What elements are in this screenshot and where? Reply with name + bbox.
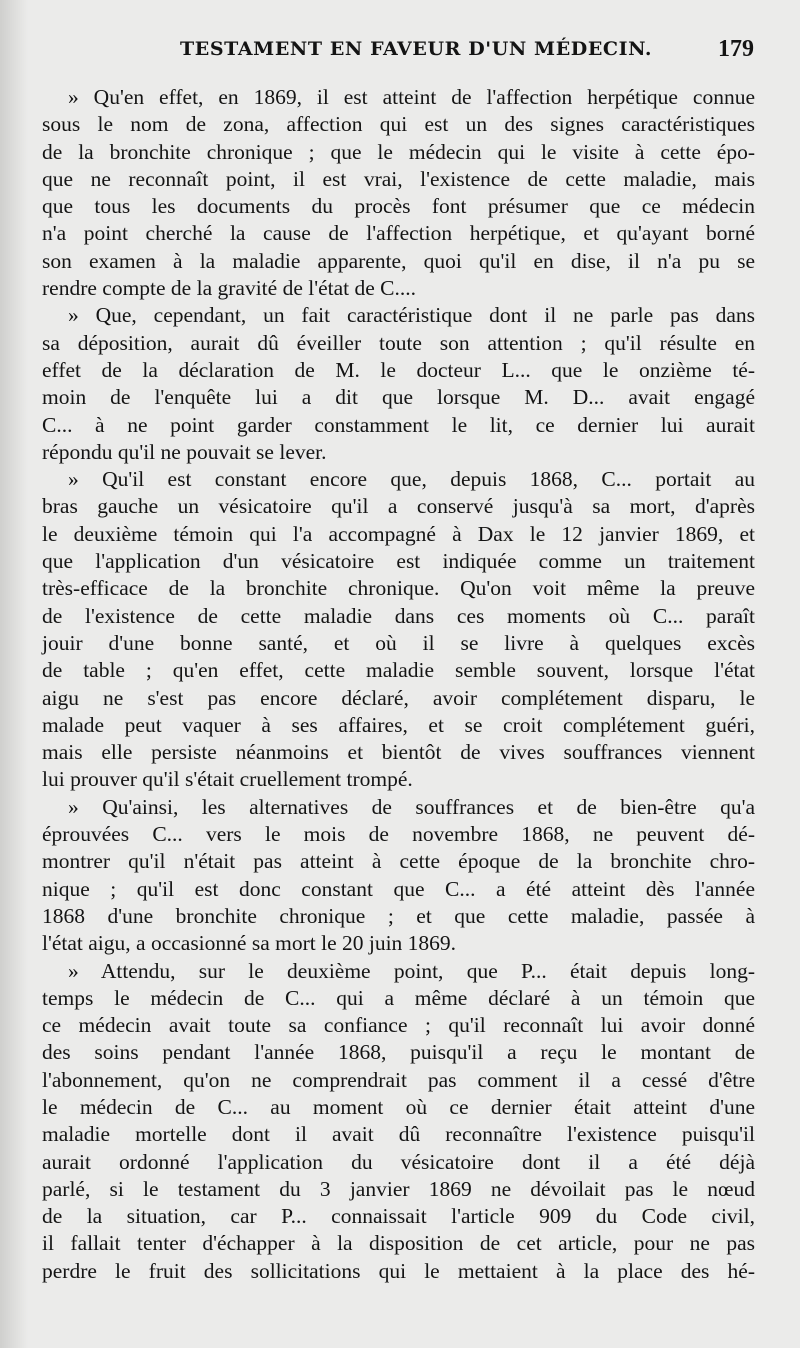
text-line: C... à ne point garder constamment le lit, ce dernier lui aurait — [42, 412, 755, 437]
page-header — [40, 38, 760, 68]
text-line: temps le médecin de C... qui a même déclaré à un témoin que — [42, 985, 755, 1010]
text-line: sous le nom de zona, affection qui est un des signes caractéristiques — [42, 112, 755, 137]
text-line: » Que, cependant, un fait caractéristique dont il ne parle pas dans — [68, 303, 755, 328]
text-line: parlé, si le testament du 3 janvier 1869 ne dévoilait pas le nœud — [42, 1176, 755, 1201]
text-line: l'état aigu, a occasionné sa mort le 20 juin 1869. — [42, 931, 457, 956]
text-line: moin de l'enquête lui a dit que lorsque M. D... avait engagé — [42, 385, 755, 410]
text-line: que tous les documents du procès font présumer que ce médecin — [42, 194, 755, 219]
text-line: très-efficace de la bronchite chronique. Qu'on voit même la preuve — [42, 576, 755, 601]
running-title: TESTAMENT EN FAVEUR D'UN MÉDECIN. — [180, 38, 653, 60]
text-line: ce médecin avait toute sa confiance ; qu'il reconnaît lui avoir donné — [42, 1013, 755, 1038]
text-line: de table ; qu'en effet, cette maladie semble souvent, lorsque l'état — [42, 658, 755, 683]
text-line: de l'existence de cette maladie dans ces moments où C... paraît — [42, 603, 755, 628]
text-line: il fallait tenter d'échapper à la disposition de cet article, pour ne pas — [42, 1231, 755, 1256]
text-line: » Qu'en effet, en 1869, il est atteint de l'affection herpétique connue — [68, 85, 755, 109]
text-line: mais elle persiste néanmoins et bientôt de vives souffrances viennent — [42, 740, 755, 765]
text-line: sa déposition, aurait dû éveiller toute son attention ; qu'il résulte en — [42, 330, 755, 355]
text-line: le deuxième témoin qui l'a accompagné à Dax le 12 janvier 1869, et — [42, 521, 755, 546]
text-line: répondu qu'il ne pouvait se lever. — [42, 439, 327, 464]
text-line: » Qu'ainsi, les alternatives de souffrances et de bien-être qu'a — [68, 794, 755, 819]
text-line: n'a point cherché la cause de l'affection herpétique, et qu'ayant borné — [42, 221, 755, 246]
page-number: 179 — [718, 36, 754, 62]
text-line: nique ; qu'il est donc constant que C... a été atteint dès l'année — [42, 876, 755, 901]
text-line: effet de la déclaration de M. le docteur L... que le onzième té- — [42, 357, 755, 382]
text-line: » Qu'il est constant encore que, depuis 1868, C... portait au — [68, 467, 755, 492]
text-line: éprouvées C... vers le mois de novembre 1868, ne peuvent dé- — [42, 822, 755, 847]
text-line: jouir d'une bonne santé, et où il se livre à quelques excès — [42, 630, 755, 655]
text-line: malade peut vaquer à ses affaires, et se croit complétement guéri, — [42, 712, 755, 737]
text-line: perdre le fruit des sollicitations qui le mettaient à la place des hé- — [42, 1258, 755, 1283]
text-line: de la situation, car P... connaissait l'article 909 du Code civil, — [42, 1204, 755, 1229]
page-gutter-shadow — [0, 0, 28, 1348]
text-line: le médecin de C... au moment où ce dernier était atteint d'une — [42, 1094, 755, 1119]
text-line: l'abonnement, qu'on ne comprendrait pas comment il a cessé d'être — [42, 1067, 755, 1092]
text-line: que l'application d'un vésicatoire est indiquée comme un traitement — [42, 549, 755, 574]
body-text — [42, 84, 755, 1285]
text-line: » Attendu, sur le deuxième point, que P... était depuis long- — [68, 958, 755, 983]
text-line: aigu ne s'est pas encore déclaré, avoir complétement disparu, le — [42, 685, 755, 710]
text-line: rendre compte de la gravité de l'état de C.... — [42, 276, 416, 301]
text-line: son examen à la maladie apparente, quoi qu'il en dise, il n'a pu se — [42, 248, 755, 273]
text-line: 1868 d'une bronchite chronique ; et que cette maladie, passée à — [42, 903, 755, 928]
text-line: montrer qu'il n'était pas atteint à cette époque de la bronchite chro- — [42, 849, 755, 874]
text-line: maladie mortelle dont il avait dû reconnaître l'existence puisqu'il — [42, 1122, 755, 1147]
text-line: de la bronchite chronique ; que le médecin qui le visite à cette épo- — [42, 139, 755, 164]
text-line: aurait ordonné l'application du vésicatoire dont il a été déjà — [42, 1149, 755, 1174]
text-line: bras gauche un vésicatoire qu'il a conservé jusqu'à sa mort, d'après — [42, 494, 755, 519]
text-line: que ne reconnaît point, il est vrai, l'existence de cette maladie, mais — [42, 166, 755, 191]
text-line: des soins pendant l'année 1868, puisqu'il a reçu le montant de — [42, 1040, 755, 1065]
text-line: lui prouver qu'il s'était cruellement trompé. — [42, 767, 413, 792]
